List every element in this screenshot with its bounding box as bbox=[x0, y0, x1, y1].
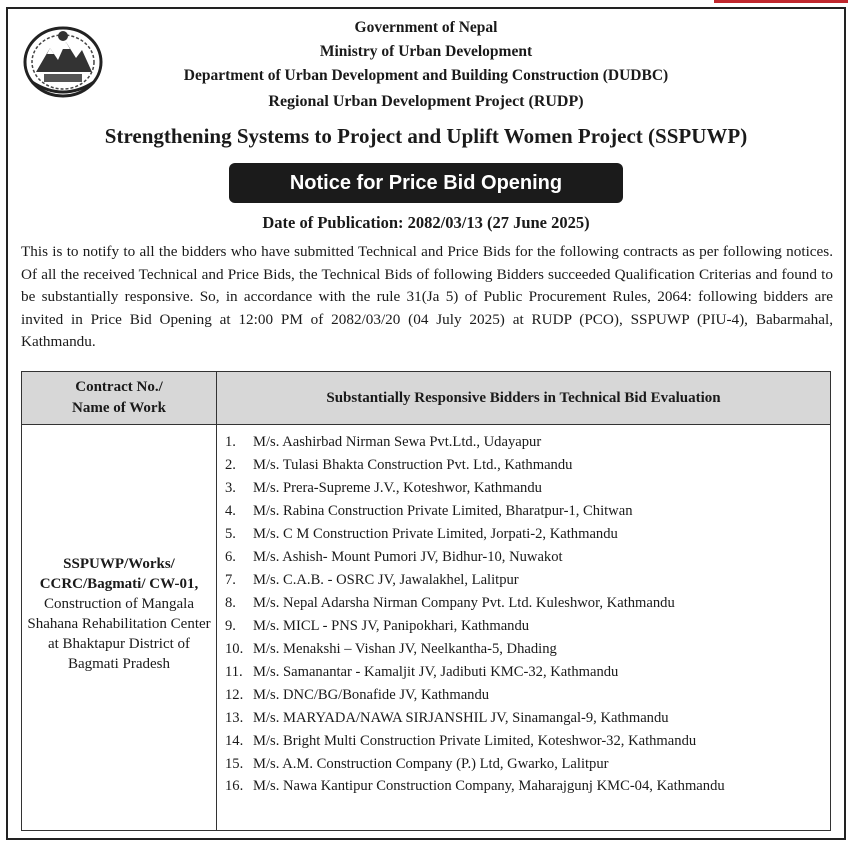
bidder-name: M/s. Samanantar - Kamaljit JV, Jadibuti KMC-32, Kathmandu bbox=[253, 664, 619, 680]
bidder-number: 13. bbox=[225, 710, 244, 726]
bidder-name: M/s. Bright Multi Construction Private Limited, Koteshwor-32, Kathmandu bbox=[253, 733, 697, 749]
bidder-name: M/s. MARYADA/NAWA SIRJANSHIL JV, Sinamangal-9, Kathmandu bbox=[253, 710, 669, 726]
header-department: Department of Urban Development and Building Construction (DUDBC) bbox=[183, 67, 669, 84]
bidder-name: M/s. C.A.B. - OSRC JV, Jawalakhel, Lalitpur bbox=[253, 572, 519, 588]
bidder-number: 12. bbox=[225, 687, 244, 703]
bidder-number: 15. bbox=[225, 756, 244, 772]
bidder-number: 4. bbox=[225, 503, 236, 519]
list-item bbox=[225, 776, 830, 797]
intro-paragraph: This is to notify to all the bidders who have submitted Technical and Price Bids for the following contracts as per following notices. Of all the received Technical and Price Bids, the Technical Bids of following Bidders succeeded Qualification Criterias and found to be substantially responsive. So, in accordance with the rule 31(Ja 5) of Public Procurement Rules, 2064: following bidders are invited in Price Bid Opening at 12:00 PM of 2082/03/20 (04 July 2025) at RUDP (PCO), SSPUWP (PIU-4), Babarmahal, Kathmandu. bbox=[21, 243, 833, 351]
bidder-name: M/s. DNC/BG/Bonafide JV, Kathmandu bbox=[253, 687, 490, 703]
table-header-row bbox=[22, 372, 831, 425]
bidder-number: 5. bbox=[225, 526, 236, 542]
list-item bbox=[225, 661, 830, 684]
bidder-number: 10. bbox=[225, 641, 244, 657]
list-item bbox=[225, 753, 830, 776]
bidder-name: M/s. Menakshi – Vishan JV, Neelkantha-5, Dhading bbox=[253, 641, 557, 657]
bidder-number: 11. bbox=[225, 664, 243, 680]
project-title: Strengthening Systems to Project and Uplift Women Project (SSPUWP) bbox=[104, 124, 748, 148]
bidder-name: M/s. C M Construction Private Limited, Jorpati-2, Kathmandu bbox=[253, 526, 618, 542]
header-responsive-bidders: Substantially Responsive Bidders in Technical Bid Evaluation bbox=[217, 372, 831, 425]
list-item bbox=[225, 477, 830, 500]
table-row bbox=[22, 425, 831, 831]
bidder-name: M/s. Nepal Adarsha Nirman Company Pvt. Ltd. Kuleshwor, Kathmandu bbox=[253, 595, 675, 611]
header-contract-no-label: Contract No./ bbox=[75, 379, 163, 395]
bidder-number: 6. bbox=[225, 549, 236, 565]
list-item bbox=[225, 638, 830, 661]
list-item bbox=[225, 500, 830, 523]
notice-title-banner bbox=[229, 163, 623, 203]
list-item bbox=[225, 707, 830, 730]
bidders-cell bbox=[217, 425, 831, 831]
list-item bbox=[225, 454, 830, 477]
bidder-list bbox=[225, 431, 830, 797]
list-item bbox=[225, 431, 830, 454]
bidder-number: 2. bbox=[225, 457, 236, 473]
notice-title: Notice for Price Bid Opening bbox=[289, 171, 563, 194]
bidder-name: M/s. Ashish- Mount Pumori JV, Bidhur-10, Nuwakot bbox=[253, 549, 563, 565]
bidder-number: 8. bbox=[225, 595, 236, 611]
bidder-name: M/s. Aashirbad Nirman Sewa Pvt.Ltd., Udayapur bbox=[253, 434, 542, 450]
header-government: Government of Nepal bbox=[354, 19, 498, 36]
work-name: Construction of Mangala Shahana Rehabilitation Center at Bhaktapur District of Bagmati Pradesh bbox=[27, 595, 211, 672]
header-name-of-work-label: Name of Work bbox=[72, 400, 166, 416]
bidder-name: M/s. Tulasi Bhakta Construction Pvt. Ltd., Kathmandu bbox=[253, 457, 573, 473]
nepal-government-emblem-icon bbox=[22, 22, 104, 98]
list-item bbox=[225, 523, 830, 546]
bidder-number: 9. bbox=[225, 618, 236, 634]
list-item bbox=[225, 592, 830, 615]
bidder-number: 3. bbox=[225, 480, 236, 496]
bidder-name: M/s. Prera-Supreme J.V., Koteshwor, Kathmandu bbox=[253, 480, 542, 496]
list-item bbox=[225, 546, 830, 569]
bidder-number: 1. bbox=[225, 434, 236, 450]
header-regional-project: Regional Urban Development Project (RUDP) bbox=[268, 93, 584, 110]
bidder-name: M/s. A.M. Construction Company (P.) Ltd, Gwarko, Lalitpur bbox=[253, 756, 609, 772]
bidder-number: 7. bbox=[225, 572, 236, 588]
corner-accent-bar bbox=[714, 0, 848, 3]
contract-code: SSPUWP/Works/ CCRC/Bagmati/ CW-01, bbox=[39, 555, 199, 592]
bidder-number: 16. bbox=[225, 778, 244, 794]
header-ministry: Ministry of Urban Development bbox=[319, 43, 533, 60]
contract-cell bbox=[22, 425, 217, 831]
list-item bbox=[225, 730, 830, 753]
list-item bbox=[225, 684, 830, 707]
publication-date: Date of Publication: 2082/03/13 (27 June 2025) bbox=[262, 213, 590, 232]
list-item bbox=[225, 615, 830, 638]
list-item bbox=[225, 569, 830, 592]
bidder-name: M/s. MICL - PNS JV, Panipokhari, Kathmandu bbox=[253, 618, 530, 634]
bidder-number: 14. bbox=[225, 733, 244, 749]
header-contract-name bbox=[22, 372, 217, 425]
bidder-name: M/s. Rabina Construction Private Limited, Bharatpur-1, Chitwan bbox=[253, 503, 633, 519]
bidder-name: M/s. Nawa Kantipur Construction Company, Maharajgunj KMC-04, Kathmandu bbox=[253, 778, 725, 794]
bidders-table bbox=[21, 371, 831, 831]
